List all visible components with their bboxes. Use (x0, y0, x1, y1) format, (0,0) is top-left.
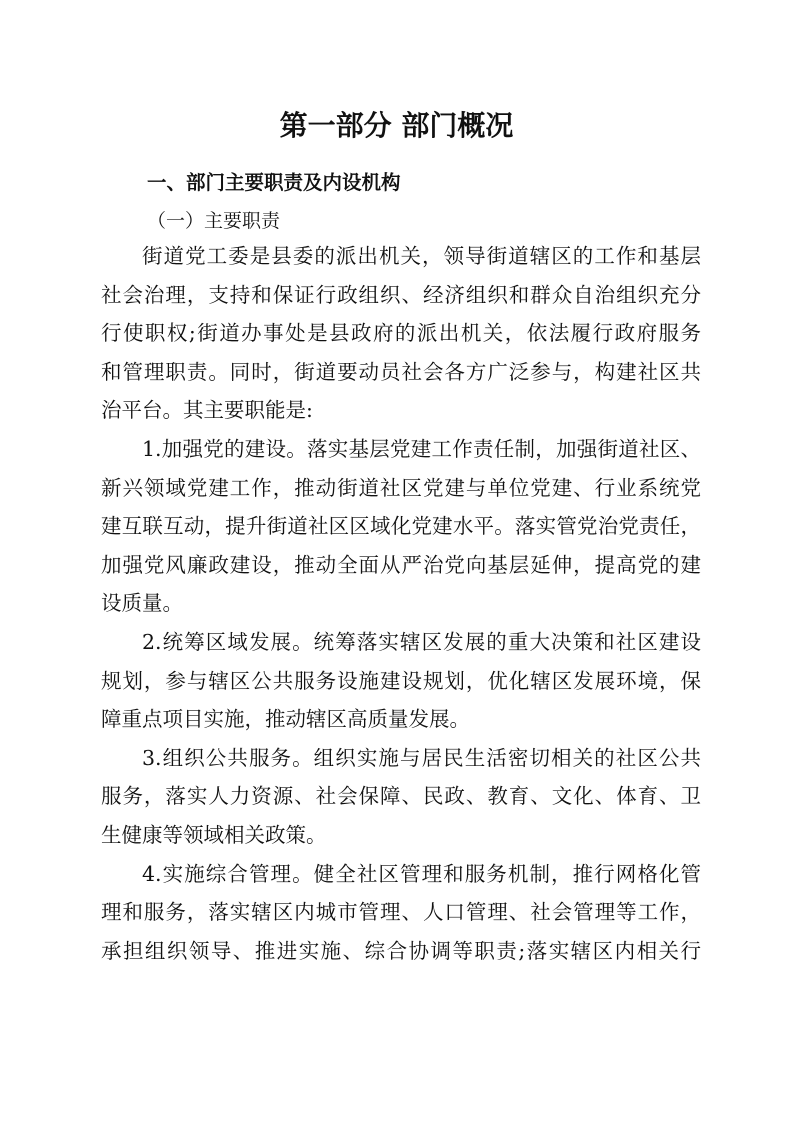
paragraph-line: 障重点项目实施，推动辖区高质量发展。 (101, 707, 470, 732)
paragraph-line: 3.组织公共服务。组织实施与居民生活密切相关的社区公共 (142, 745, 701, 770)
paragraph-line: 生健康等领域相关政策。 (101, 822, 327, 847)
paragraph-1 (101, 237, 701, 430)
paragraph-line: 设质量。 (101, 591, 183, 616)
paragraph-line: 和管理职责。同时，街道要动员社会各方广泛参与，构建社区共 (101, 359, 701, 384)
paragraph-line: 治平台。其主要职能是: (101, 398, 313, 423)
paragraph-line: 行使职权;街道办事处是县政府的派出机关，依法履行政府服务 (101, 321, 701, 346)
paragraph-line: 新兴领域党建工作，推动街道社区党建与单位党建、行业系统党 (101, 475, 701, 500)
subsection-heading: （一）主要职责 (147, 210, 281, 232)
body-text (101, 237, 701, 970)
paragraph-line: 2.统筹区域发展。统筹落实辖区发展的重大决策和社区建设 (142, 629, 701, 654)
paragraph-line: 街道党工委是县委的派出机关，领导街道辖区的工作和基层 (142, 244, 701, 268)
paragraph-line: 规划，参与辖区公共服务设施建设规划，优化辖区发展环境，保 (101, 668, 701, 693)
paragraph-4 (101, 739, 701, 855)
paragraph-2 (101, 430, 701, 623)
paragraph-line: 社会治理，支持和保证行政组织、经济组织和群众自治组织充分 (101, 282, 701, 307)
paragraph-line: 承担组织领导、推进实施、综合协调等职责;落实辖区内相关行 (101, 938, 701, 963)
page-title: 第一部分 部门概况 (279, 109, 514, 142)
section-heading: 一、部门主要职责及内设机构 (147, 171, 401, 194)
paragraph-line: 1.加强党的建设。落实基层党建工作责任制，加强街道社区、 (142, 436, 701, 461)
paragraph-line: 加强党风廉政建设，推动全面从严治党向基层延伸，提高党的建 (101, 552, 701, 577)
paragraph-5 (101, 855, 701, 971)
paragraph-line: 服务，落实人力资源、社会保障、民政、教育、文化、体育、卫 (101, 784, 701, 809)
paragraph-line: 4.实施综合管理。健全社区管理和服务机制，推行网格化管 (142, 861, 701, 886)
paragraph-line: 理和服务，落实辖区内城市管理、人口管理、社会管理等工作， (101, 900, 701, 925)
paragraph-line: 建互联互动，提升街道社区区域化党建水平。落实管党治党责任， (101, 514, 701, 539)
paragraph-3 (101, 623, 701, 739)
